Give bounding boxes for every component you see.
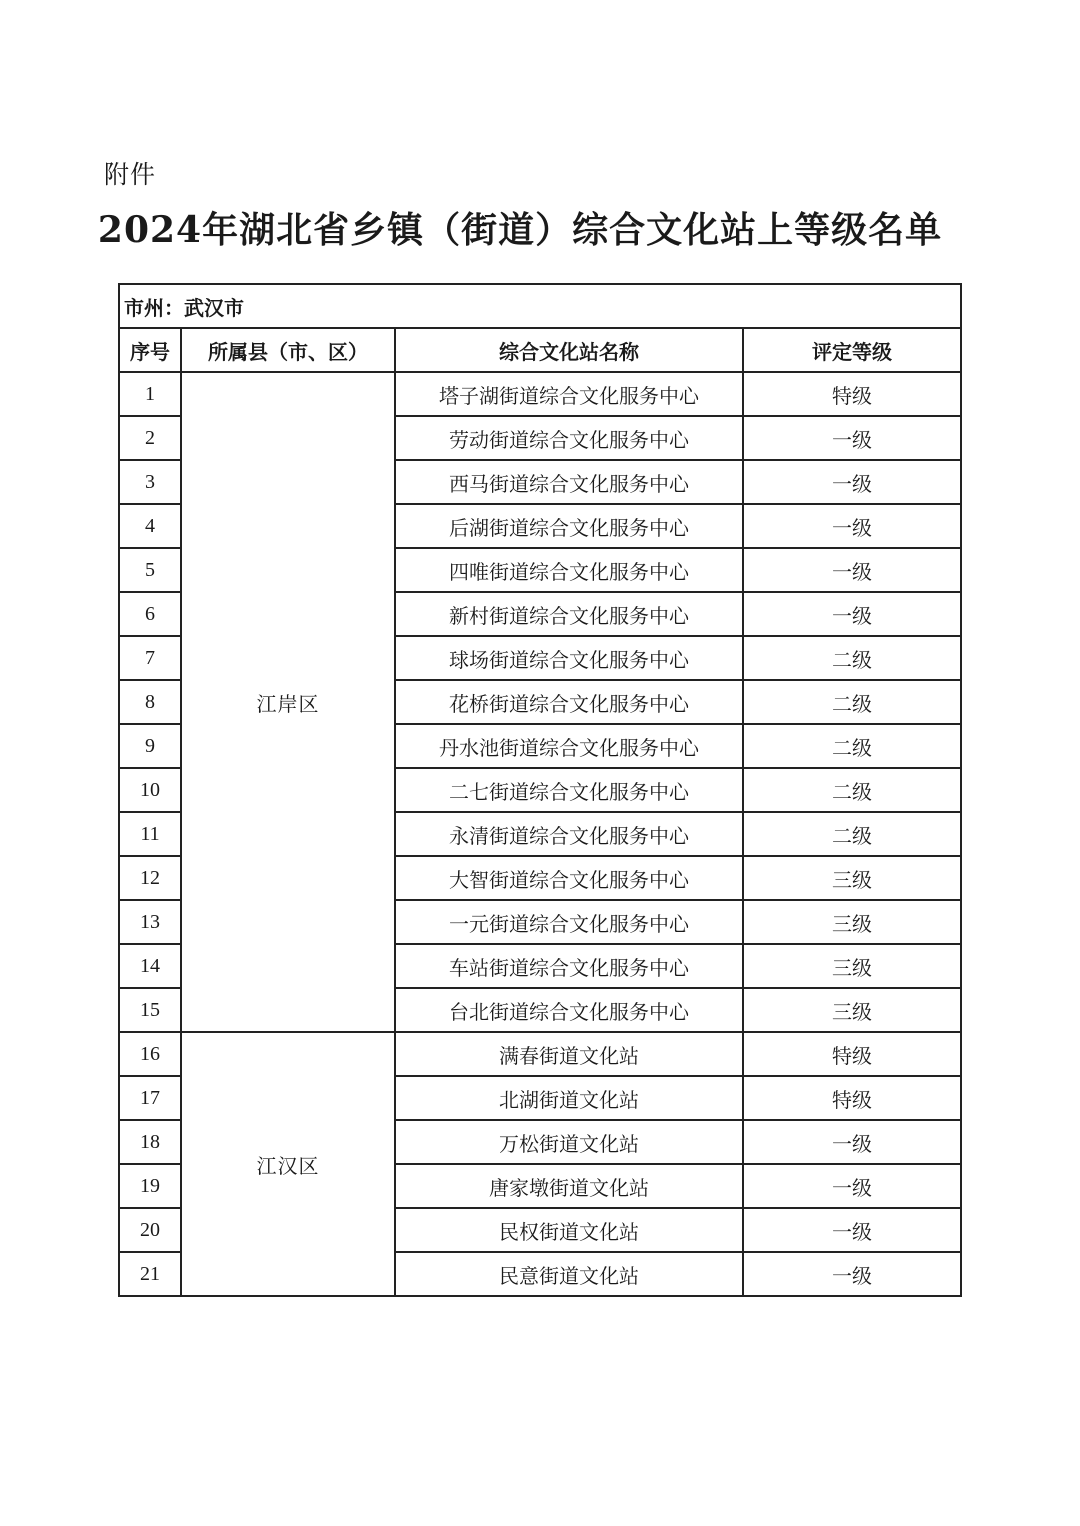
city-label: 市州：武汉市 — [119, 284, 961, 328]
row-station-name: 新村街道综合文化服务中心 — [395, 592, 743, 636]
row-grade: 三级 — [743, 988, 961, 1032]
row-seq: 3 — [119, 460, 181, 504]
row-seq: 21 — [119, 1252, 181, 1296]
row-seq: 10 — [119, 768, 181, 812]
header-row — [119, 328, 961, 372]
row-station-name: 民权街道文化站 — [395, 1208, 743, 1252]
row-grade: 二级 — [743, 636, 961, 680]
row-grade: 特级 — [743, 372, 961, 416]
row-grade: 一级 — [743, 1208, 961, 1252]
row-county: 江汉区 — [181, 1032, 395, 1296]
row-station-name: 大智街道综合文化服务中心 — [395, 856, 743, 900]
row-seq: 9 — [119, 724, 181, 768]
row-grade: 一级 — [743, 460, 961, 504]
header-seq: 序号 — [119, 328, 181, 372]
row-station-name: 北湖街道文化站 — [395, 1076, 743, 1120]
row-station-name: 车站街道综合文化服务中心 — [395, 944, 743, 988]
row-station-name: 台北街道综合文化服务中心 — [395, 988, 743, 1032]
row-county: 江岸区 — [181, 372, 395, 1032]
row-seq: 19 — [119, 1164, 181, 1208]
row-seq: 16 — [119, 1032, 181, 1076]
row-seq: 14 — [119, 944, 181, 988]
row-grade: 二级 — [743, 768, 961, 812]
row-grade: 特级 — [743, 1076, 961, 1120]
row-station-name: 万松街道文化站 — [395, 1120, 743, 1164]
row-seq: 12 — [119, 856, 181, 900]
city-row — [119, 284, 961, 328]
row-seq: 8 — [119, 680, 181, 724]
row-grade: 三级 — [743, 856, 961, 900]
table-row — [119, 1032, 961, 1076]
header-county: 所属县（市、区） — [181, 328, 395, 372]
row-station-name: 永清街道综合文化服务中心 — [395, 812, 743, 856]
row-seq: 11 — [119, 812, 181, 856]
row-station-name: 四唯街道综合文化服务中心 — [395, 548, 743, 592]
row-grade: 三级 — [743, 900, 961, 944]
row-grade: 三级 — [743, 944, 961, 988]
row-grade: 特级 — [743, 1032, 961, 1076]
station-table — [118, 283, 962, 1297]
row-station-name: 一元街道综合文化服务中心 — [395, 900, 743, 944]
row-grade: 一级 — [743, 1164, 961, 1208]
row-grade: 一级 — [743, 1120, 961, 1164]
row-grade: 二级 — [743, 812, 961, 856]
row-station-name: 西马街道综合文化服务中心 — [395, 460, 743, 504]
row-grade: 二级 — [743, 724, 961, 768]
table-row — [119, 372, 961, 416]
row-seq: 1 — [119, 372, 181, 416]
header-grade: 评定等级 — [743, 328, 961, 372]
row-station-name: 民意街道文化站 — [395, 1252, 743, 1296]
row-seq: 7 — [119, 636, 181, 680]
row-seq: 15 — [119, 988, 181, 1032]
row-station-name: 满春街道文化站 — [395, 1032, 743, 1076]
row-seq: 17 — [119, 1076, 181, 1120]
row-seq: 4 — [119, 504, 181, 548]
row-grade: 二级 — [743, 680, 961, 724]
row-seq: 6 — [119, 592, 181, 636]
document-title: 2024年湖北省乡镇（街道）综合文化站上等级名单 — [97, 209, 943, 251]
row-seq: 2 — [119, 416, 181, 460]
row-station-name: 后湖街道综合文化服务中心 — [395, 504, 743, 548]
header-station: 综合文化站名称 — [395, 328, 743, 372]
row-grade: 一级 — [743, 592, 961, 636]
table-body — [119, 284, 961, 1296]
row-grade: 一级 — [743, 504, 961, 548]
row-station-name: 塔子湖街道综合文化服务中心 — [395, 372, 743, 416]
row-seq: 5 — [119, 548, 181, 592]
row-seq: 13 — [119, 900, 181, 944]
row-station-name: 丹水池街道综合文化服务中心 — [395, 724, 743, 768]
row-grade: 一级 — [743, 548, 961, 592]
row-seq: 20 — [119, 1208, 181, 1252]
row-grade: 一级 — [743, 416, 961, 460]
row-station-name: 唐家墩街道文化站 — [395, 1164, 743, 1208]
row-seq: 18 — [119, 1120, 181, 1164]
row-grade: 一级 — [743, 1252, 961, 1296]
row-station-name: 劳动街道综合文化服务中心 — [395, 416, 743, 460]
row-station-name: 二七街道综合文化服务中心 — [395, 768, 743, 812]
attachment-label: 附件 — [104, 160, 157, 189]
row-station-name: 球场街道综合文化服务中心 — [395, 636, 743, 680]
row-station-name: 花桥街道综合文化服务中心 — [395, 680, 743, 724]
